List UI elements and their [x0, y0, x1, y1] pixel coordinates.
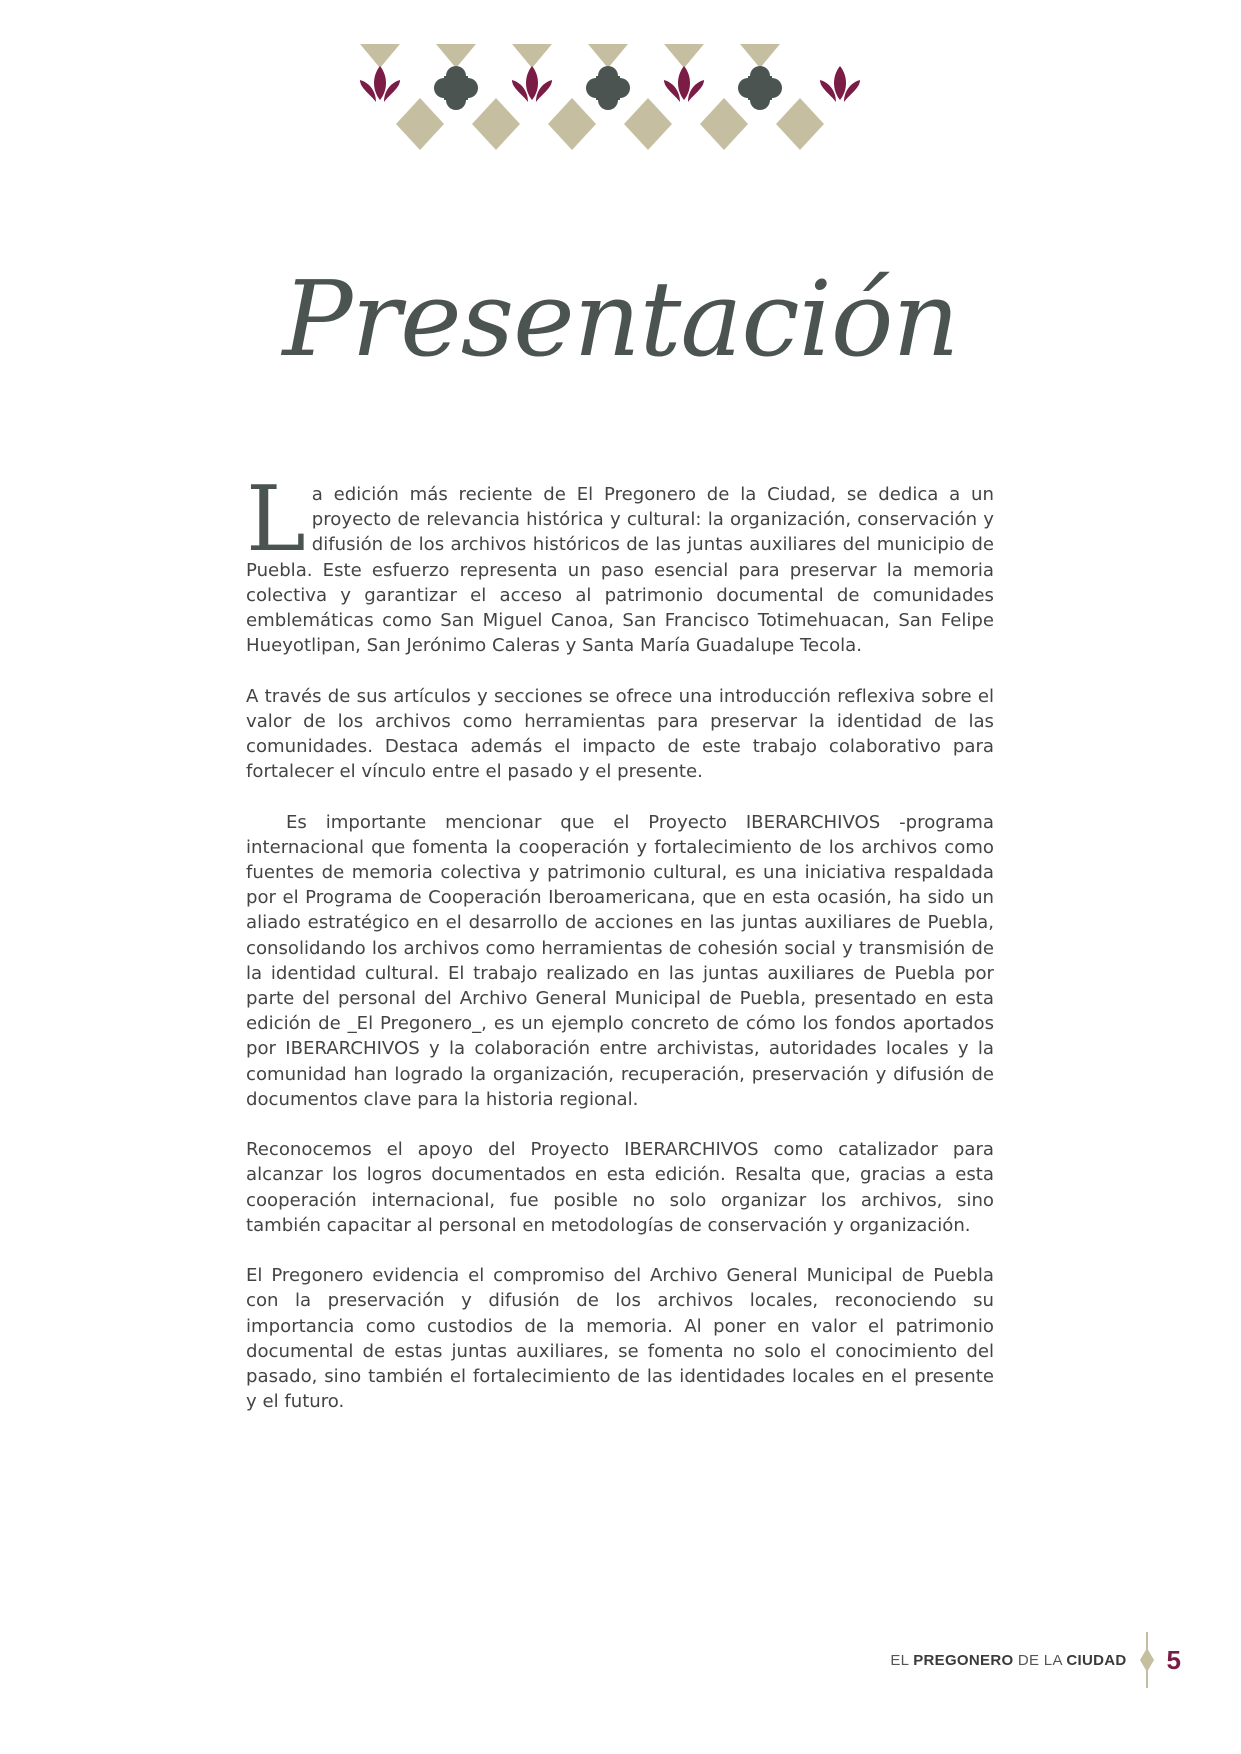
page-number: 5 — [1166, 1644, 1181, 1675]
page-footer — [890, 1632, 1181, 1688]
paragraph-2: A través de sus artículos y secciones se ofrece una introducción reflexiva sobre el valor de los archivos como herramientas para preservar la identidad de las comunidades. Destaca además el impacto de este trabajo colaborativo para fortalecer el vínculo entre el pasado y el presente. — [246, 685, 994, 783]
page-title: Presentación — [282, 258, 959, 380]
paragraph-4: Reconocemos el apoyo del Proyecto IBERARCHIVOS como catalizador para alcanzar los logros documentados en esta edición. Resalta que, gracias a esta cooperación internacional, fue posible no solo organizar los archivos, sino también capacitar al personal en metodologías de conservación y organización. — [246, 1139, 994, 1236]
brand-ciudad: CIUDAD — [1066, 1651, 1127, 1669]
paragraph-5: El Pregonero evidencia el compromiso del Archivo General Municipal de Puebla con la preservación y difusión de los archivos locales, reconociendo su importancia como custodios de la memoria. Al poner en valor el patrimonio documental de estas juntas auxiliares, se fomenta no solo el conocimiento del pasado, sino también el fortalecimiento de las identidades locales en el presente y el futuro. — [246, 1265, 994, 1413]
brand-pregonero: PREGONERO — [913, 1651, 1014, 1669]
decorative-ornament-band — [360, 44, 880, 174]
paragraph-1-text: a edición más reciente de El Pregonero de la Ciudad, se dedica a un proyecto de relevancia histórica y cultural: la organización, conservación y difusión de los archivos históricos de las juntas auxiliares del municipio de Puebla. Este esfuerzo representa un paso esencial para preservar la memoria colectiva y garantizar el acceso al patrimonio documental de comunidades emblemáticas como San Miguel Canoa, San Francisco Totimehuacan, San Felipe Hueyotlipan, San Jerónimo Caleras y Santa María Guadalupe Tecola. — [246, 484, 994, 657]
paragraph-1 — [246, 467, 994, 658]
dropcap-letter: L — [246, 467, 306, 572]
brand-el: EL — [890, 1651, 909, 1669]
top-triangles — [360, 44, 780, 68]
quatrefoil-motifs — [434, 66, 782, 110]
footer-divider-icon — [1135, 1632, 1159, 1688]
publication-name — [890, 1652, 1126, 1669]
brand-de-la: DE LA — [1017, 1651, 1062, 1669]
paragraph-3: Es importante mencionar que el Proyecto IBERARCHIVOS -programa internacional que fomenta la cooperación y fortalecimiento de los archivos como fuentes de memoria colectiva y patrimonio cultural, es una iniciativa respaldada por el Programa de Cooperación Iberoamericana, que en esta ocasión, ha sido un aliado estratégico en el desarrollo de acciones en las juntas auxiliares de Puebla, consolidando los archivos como herramientas de cohesión social y transmisión de la identidad cultural. El trabajo realizado en las juntas auxiliares de Puebla por parte del personal del Archivo General Municipal de Puebla, presentado en esta edición de _El Pregonero_, es un ejemplo concreto de cómo los fondos aportados por IBERARCHIVOS y la colaboración entre archivistas, autoridades locales y la comunidad han logrado la organización, recuperación, preservación y difusión de documentos clave para la historia regional. — [246, 811, 994, 1110]
article-body — [246, 467, 994, 1440]
